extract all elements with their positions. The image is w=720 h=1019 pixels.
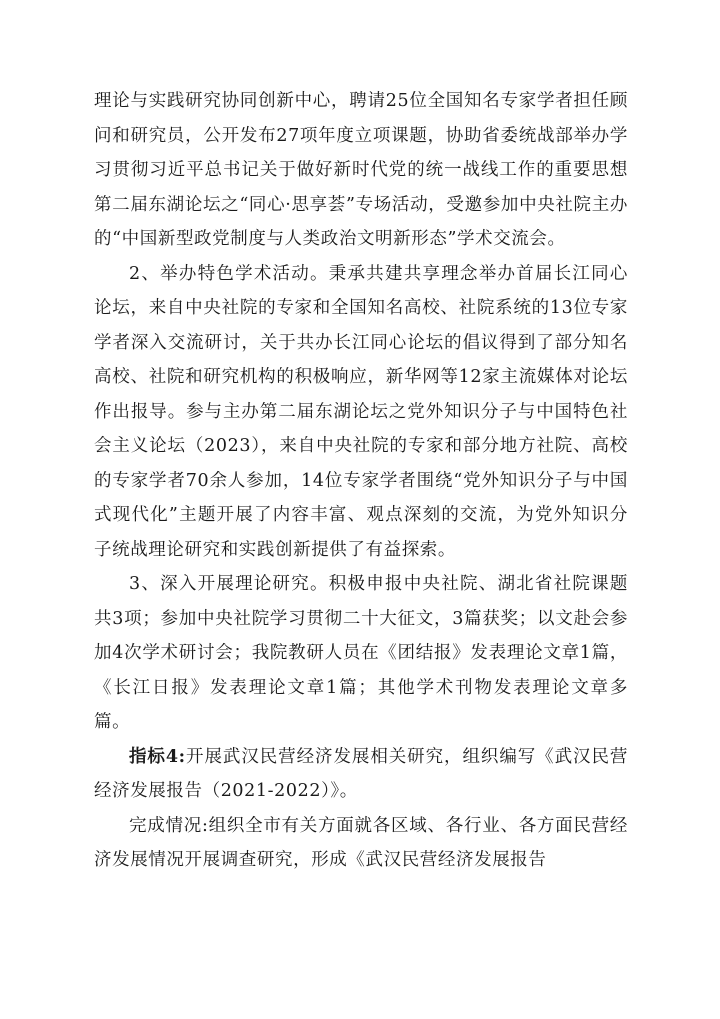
- paragraph-academic-activities: 2、举办特色学术活动。秉承共建共享理念举办首届长江同心论坛，来自中央社院的专家和全国知名高校、社院系统的13位专家学者深入交流研讨，关于共办长江同心论坛的倡议得到了部分知名高校、社院和研究机构的积极响应，新华网等12家主流媒体对论坛作出报导。参与主办第二届东湖论坛之党外知识分子与中国特色社会主义论坛（2023），来自中央社院的专家和部分地方社院、高校的专家学者70余人参加，14位专家学者围绕“党外知识分子与中国式现代化”主题开展了内容丰富、观点深刻的交流，为党外知识分子统战理论研究和实践创新提供了有益探索。: [94, 263, 628, 560]
- indicator-text: 开展武汉民营经济发展相关研究，组织编写《武汉民营经济发展报告（2021-2022）》。: [94, 746, 628, 801]
- paragraph-continuation: 理论与实践研究协同创新中心，聘请25位全国知名专家学者担任顾问和研究员，公开发布27项年度立项课题，协助省委统战部举办学习贯彻习近平总书记关于做好新时代党的统一战线工作的重要思想第二届东湖论坛之“同心·思享荟”专场活动，受邀参加中央社院主办的“中国新型政党制度与人类政治文明新形态”学术交流会。: [94, 91, 628, 249]
- indicator-label: 指标4:: [129, 746, 186, 767]
- paragraph-theory-research: 3、深入开展理论研究。积极申报中央社院、湖北省社院课题共3项；参加中央社院学习贯彻二十大征文，3篇获奖；以文赴会参加4次学术研讨会；我院教研人员在《团结报》发表理论文章1篇，《长江日报》发表理论文章1篇；其他学术刊物发表理论文章多篇。: [94, 574, 629, 732]
- document-body: [94, 84, 628, 878]
- paragraph-indicator-4: [94, 740, 628, 809]
- paragraph-completion-status: 完成情况:组织全市有关方面就各区域、各行业、各方面民营经济发展情况开展调查研究，形成《武汉民营经济发展报告: [94, 815, 628, 870]
